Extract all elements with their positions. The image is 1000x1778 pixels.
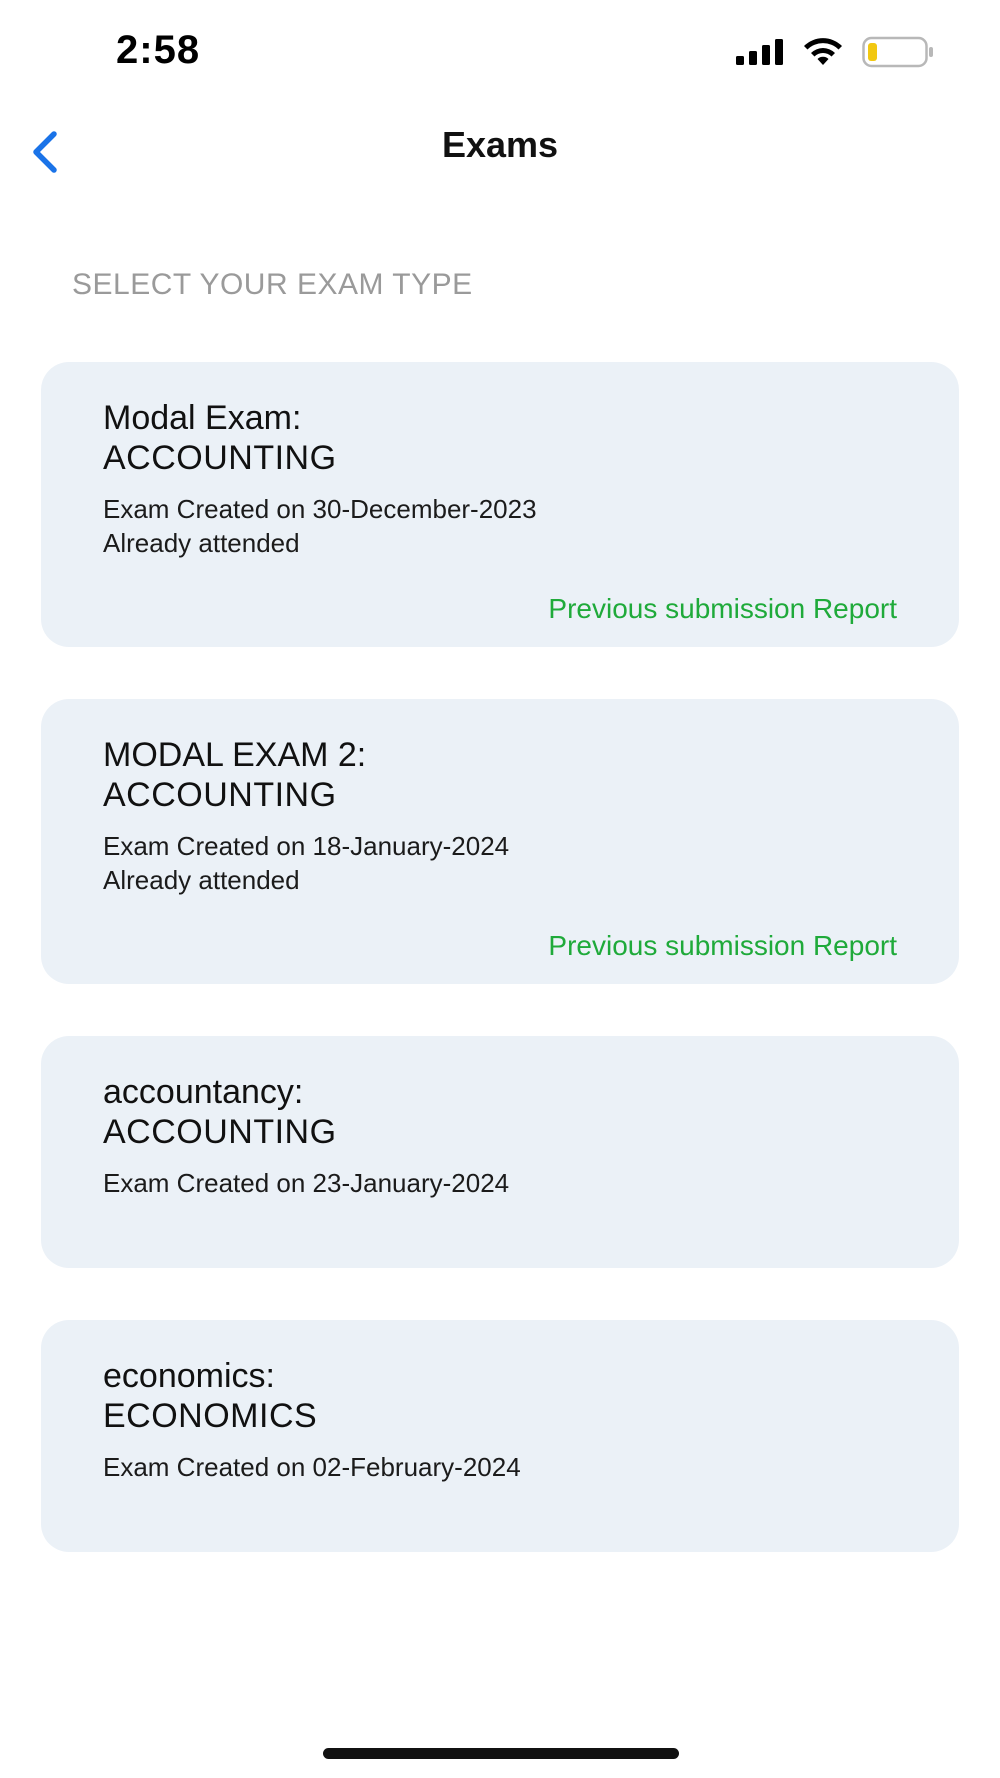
section-header: SELECT YOUR EXAM TYPE: [72, 268, 473, 301]
exam-meta: [103, 492, 897, 560]
exam-created-date: Exam Created on 30-December-2023: [103, 494, 537, 524]
exam-subject: ECONOMICS: [103, 1397, 318, 1435]
wifi-icon: [802, 37, 844, 72]
exam-status: Already attended: [103, 865, 300, 895]
exam-card[interactable]: [41, 699, 959, 984]
exam-title: economics:: [103, 1357, 275, 1395]
exam-subject: ACCOUNTING: [103, 439, 337, 477]
exam-list: [41, 362, 959, 1604]
nav-bar: [0, 110, 1000, 220]
exam-card[interactable]: [41, 1320, 959, 1552]
exam-created-date: Exam Created on 02-February-2024: [103, 1452, 521, 1482]
cellular-signal-icon: [736, 39, 784, 70]
exam-created-date: Exam Created on 23-January-2024: [103, 1168, 510, 1198]
page-title: Exams: [441, 124, 559, 165]
exam-meta: [103, 1166, 897, 1200]
status-time: 2:58: [116, 28, 201, 72]
exam-meta: [103, 1450, 897, 1484]
exam-card[interactable]: [41, 1036, 959, 1268]
exam-card[interactable]: [41, 362, 959, 647]
exam-subject: ACCOUNTING: [103, 1113, 337, 1151]
exam-title: accountancy:: [103, 1073, 304, 1111]
home-indicator[interactable]: [323, 1748, 679, 1759]
status-bar: [0, 0, 1000, 110]
exam-title: MODAL EXAM 2:: [103, 736, 367, 774]
previous-submission-report-link[interactable]: Previous submission Report: [548, 593, 897, 624]
status-icons: [736, 36, 934, 72]
battery-icon: [862, 36, 934, 73]
exam-meta: [103, 829, 897, 897]
exam-title: Modal Exam:: [103, 399, 302, 437]
exam-created-date: Exam Created on 18-January-2024: [103, 831, 510, 861]
exam-status: Already attended: [103, 528, 300, 558]
previous-submission-report-link[interactable]: Previous submission Report: [548, 930, 897, 961]
exam-subject: ACCOUNTING: [103, 776, 337, 814]
